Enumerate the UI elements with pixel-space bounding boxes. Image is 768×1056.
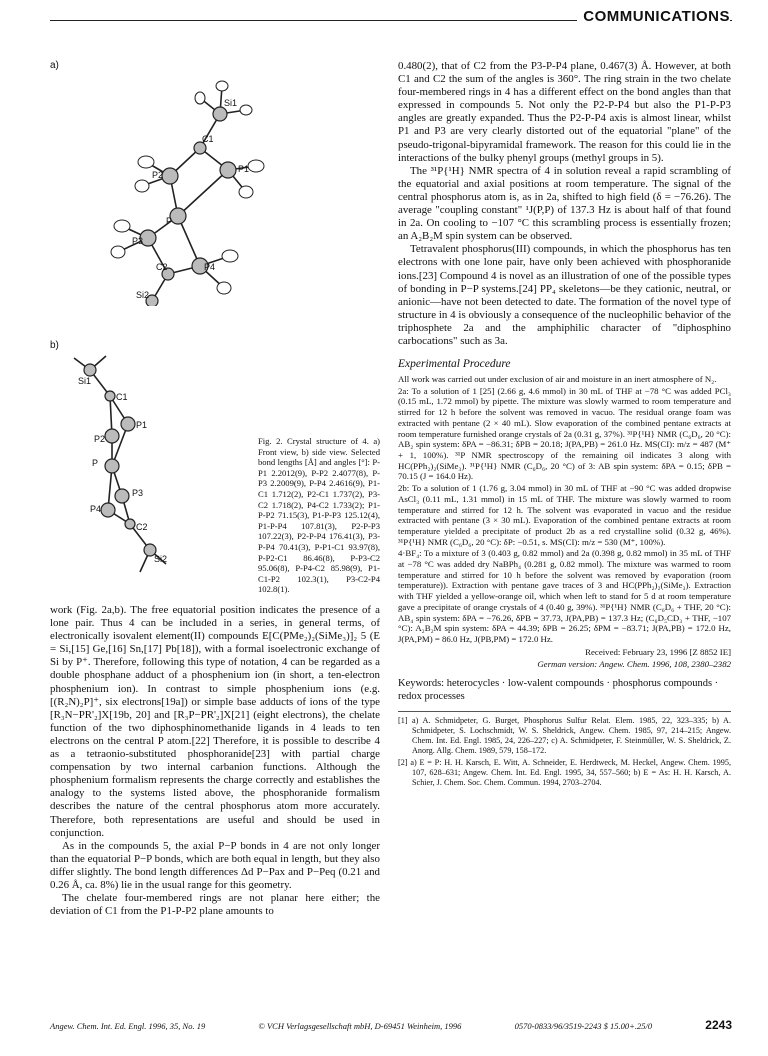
paragraph: As in the compounds 5, the axial P−P bonds in 4 are not only longer than the equatorial P−P bonds, which are both equal in length, but they also differ slightly. The bond length differences Δd P−Pax and P−Peq (0.21 and 0.26 Å, ca. 8%) lie in the usual range for this geometry.: [50, 839, 380, 891]
paragraph: The chelate four-membered rings are not planar here either; the deviation of C1 from the P1-P-P2 plane amounts to: [50, 892, 380, 918]
atom-label: Si1: [224, 98, 238, 108]
paragraph: work (Fig. 2a,b). The free equatorial position indicates the presence of a lone pair. Thus 4 can be included in a series, in general terms, of electronically isovalent element(II) compounds E[C(PMe₂)₂(SiMe₃)]₂ 5 (E = Si,[15] Ge,[16] Sn,[17] Pb[18]), with a formal isoelectronic exchange of Si by P⁺. Therefore, following this type of notation, 4 can be regarded as a double phosphane adduct of a phosphenium ion (in short, a ten-electron phosphenium ion). In contrast to simple phosphenium ions (e.g. [(R₂N)₂P]⁺, six electrons[19a]) or simple base adducts of ions of the type [R₃N−PR'₂]X[19b, 20] and [R₃P−PR'₂]X[21] (eight electrons), the chelate function of the two diphosphinomethanide ligands in 4 leads to ten electrons on the central P atom.[22] Therefore, it is possible to describe 4 as a tetraonio-substituted phosphoranide[23] with partial charge compensation by two internal carbanion functions. Although the phosphenium formalism represents the charge correctly and establishes the analogy to the systems listed above, the phosphoranide formalism describes the nature of the central phosphorus atom more accurately. Therefore, both representations are useful and should be used in conjunction.: [50, 604, 380, 839]
german-version: German version: Angew. Chem. 1996, 108, 2380–2382: [537, 659, 731, 670]
atom-label: Si2: [136, 290, 150, 300]
footer-publisher: © VCH Verlagsgesellschaft mbH, D-69451 Weinheim, 1996: [258, 1021, 462, 1031]
atom-label: P3: [132, 236, 144, 246]
atom-label: P: [92, 458, 99, 468]
atom-label: P1: [136, 420, 148, 430]
left-column: [50, 604, 380, 918]
atom-label: P4: [204, 262, 216, 272]
atom-label: P3: [132, 488, 144, 498]
section-header: COMMUNICATIONS: [577, 8, 730, 25]
experimental-paragraph: 4·BF₄: To a mixture of 3 (0.403 g, 0.82 mmol) and 2a (0.398 g, 0.82 mmol) in 35 mL of THF at −78 °C was added dry NaBPh₄ (0.281 g, 0.82 mmol). The mixture was warmed to room temperature and stirred for 10 h before the solvent was removed by evaporation (room temperature)). Extraction with pentane gave traces of 3 and HC(PPh₂)₂(SiMe₃). Extraction with THF yielded a yellow-orange oil, which when left to stand for 5 d at room temperature gave a precipitate of orange crystals of 4 (0.40 g, 39%). ³¹P{¹H} NMR (C₆D₆ + THF, 20 °C): AB₄ spin system: δPA = −76.26, δPB = 37.73, J(PA,PB) = 137.3 Hz; (C₆D₅CD₃ + THF, −107 °C): A₂B₂M spin system: δPA = 44.39; δPB = 26.25; δPM = −83.71; J(PA,PB) = 172.0 Hz, J(PA,PM) = 86.0 Hz, J(PB,PM) = 172.0 Hz.: [398, 548, 731, 644]
atom-label: Si2: [154, 554, 168, 564]
structure-front-view: [50, 66, 380, 306]
structure-side-view: [50, 350, 250, 590]
experimental-heading: Experimental Procedure: [398, 358, 511, 371]
atom-label: C1: [116, 392, 128, 402]
atom-label: C2: [156, 262, 168, 272]
page-footer: [50, 1018, 732, 1032]
keywords: Keywords: heterocycles · low-valent compounds · phosphorus compounds · redox processes: [398, 678, 719, 702]
paragraph: Tetravalent phosphorus(III) compounds, in which the phosphorus has ten electrons with one lone pair, have only been achieved with phosphoranide ions.[23] Compound 4 is novel as an illustration of one of the possible types of bonding in P−P systems.[24] PP₄ skeletons—be they cationic, neutral, or anionic—have not been detected to date. The formation of the novel type of structure in 4 is obviously a consequence of the nucleophilic behavior of the triphosphete 2a and the amphiphilic character of "diphosphino carbocations" such as 3a.: [398, 243, 731, 347]
figure-caption: Fig. 2. Crystal structure of 4. a) Front view, b) side view. Selected bond lengths [Å] and angles [°]: P-P1 2.2012(9), P-P2 2.4077(8), P-P3 2.2009(9), P-P4 2.4616(9), P1-C1 1.712(2), P2-C1 1.737(2), P3-C2 1.718(2), P4-C2 1.733(2); P1-P-P2 71.15(3), P1-P-P3 125.12(4), P1-P-P4 107.81(3), P2-P-P3 107.22(3), P2-P-P4 176.41(3), P3-P-P4 70.41(3), P-P1-C1 93.97(8), P-P2-C1 86.46(8), P-P3-C2 95.06(8), P-P4-C2 85.98(9), P1-C1-P2 102.3(1), P3-C2-P4 102.8(1).: [258, 436, 380, 595]
atom-label: P4: [90, 504, 102, 514]
footer-journal: Angew. Chem. Int. Ed. Engl. 1996, 35, No. 19: [50, 1021, 206, 1031]
atom-label: P2: [152, 170, 164, 180]
atom-label: P1: [238, 164, 250, 174]
panel-b-label: b): [50, 340, 59, 351]
reference-item: [2] a) E = P: H. H. Karsch, E. Witt, A. Schneider, E. Herdtweck, M. Heckel, Angew. Chem. 1995, 107, 628–631; Angew. Chem. Int. Ed. Engl. 1995, 34, 557–560; b) E = As: H. H. Karsch, A. Schier, J. Chem. Soc. Chem. Commun. 1994, 2703–2704.: [398, 758, 731, 788]
experimental-section: [398, 374, 731, 645]
atom-label: C1: [202, 134, 214, 144]
page-number: 2243: [705, 1018, 732, 1032]
paragraph: 0.480(2), that of C2 from the P3-P-P4 plane, 0.467(3) Å. However, at both C1 and C2 the sum of the angles is 360°. The ring strain in the two chelate four-membered rings in 4 has a different effect on the bond angles than that expressed in compounds 5. Not only the P2-P-P4 but also the P1-P-P3 angles are greatly expanded. Thus the P2-P-P4 axis is almost linear, whilst P1 and P3 are very clearly distorted out of the equatorial "plane" of the pseudo-trigonal-bipyramidal framework. The reason for this could lie in the interactions of the bulky phenyl groups (methyl groups in 5).: [398, 60, 731, 164]
reference-item: [1] a) A. Schmidpeter, G. Burget, Phosphorus Sulfur Relat. Elem. 1985, 22, 323–335; b) A. Schmidpeter, S. Lochschmidt, W. S. Sheldrick, Angew. Chem. 1985, 97, 214–215; Angew. Chem. Int. Ed. Engl. 1985, 24, 226–227; c) A. Schmidpeter, F. Steinmüller, W. S. Sheldrick, Z. Anorg. Allg. Chem. 1989, 579, 158–172.: [398, 716, 731, 756]
atom-label: C2: [136, 522, 148, 532]
experimental-paragraph: 2a: To a solution of 1 [25] (2.66 g, 4.6 mmol) in 30 mL of THF at −78 °C was added PCl₃ (0.15 mL, 1.72 mmol) by pipette. The mixture was slowly warmed to room temperature and stirred for 12 h before the solvent was removed in vacuo. The residual orange foam was extracted with pentane (2 × 40 mL). Slow evaporation of the combined pentane extracts at room temperature furnished orange crystals of 2a (0.31 g, 37%). ³¹P{¹H} NMR (C₆D₆, 20 °C): AB₂ spin system: δPA = −86.31; δPB = 20.18; J(PA,PB) = 261.0 Hz. MS(CI): m/z = 487 (M⁺ + 1, 100%). ³¹P NMR spectroscopy of the remaining oil indicates 3 along with HC(PPh₂)₂(SiMe₃). ³¹P{¹H} NMR (C₆D₆, 20 °C) of 3: AB spin system: δPA = 0.15; δPB = 70.15 (J = 164.0 Hz).: [398, 385, 731, 482]
atom-label: Si1: [78, 376, 92, 386]
atom-label: P: [166, 216, 173, 226]
references: [398, 711, 731, 788]
paragraph: The ³¹P{¹H} NMR spectra of 4 in solution reveal a rapid scrambling of the equatorial and axial positions at room temperature. The signal of the central phosphorus atom is, as in 2a, shifted to high field (δ = −76.26). The average "coupling constant" ¹J(P,P) of 137.3 Hz is about half of that found in 2a. On cooling to −107 °C this scrambling process is essentially frozen; an A₂B₂M spin system can be observed.: [398, 164, 731, 243]
right-column: [398, 60, 731, 790]
experimental-paragraph: All work was carried out under exclusion of air and moisture in an inert atmosphere of N₂.: [398, 374, 717, 385]
footer-code: 0570-0833/96/3519-2243 $ 15.00+.25/0: [514, 1021, 653, 1031]
experimental-paragraph: 2b: To a solution of 1 (1.76 g, 3.04 mmol) in 30 mL of THF at −90 °C was added dropwise AsCl₃ (0.11 mL, 1.31 mmol) in 15 mL of THF. The mixture was slowly warmed to room temperature and stirred for 12 h. The solvent was evaporated in vacuo and the residue extracted with pentane (3 × 30 mL). Evaporation of the combined pentane extracts at room temperature yielded a precipitate of product 2b as a red crystalline solid (0.32 g, 46%). ³¹P{¹H} NMR (C₆D₆, 20 °C): δP: −0.51, s. MS(CI): m/z = 530 (M⁺, 100%).: [398, 483, 731, 547]
received-date: Received: February 23, 1996 [Z 8852 IE]: [585, 646, 731, 657]
atom-label: P2: [94, 434, 106, 444]
panel-a-label: a): [50, 60, 59, 71]
